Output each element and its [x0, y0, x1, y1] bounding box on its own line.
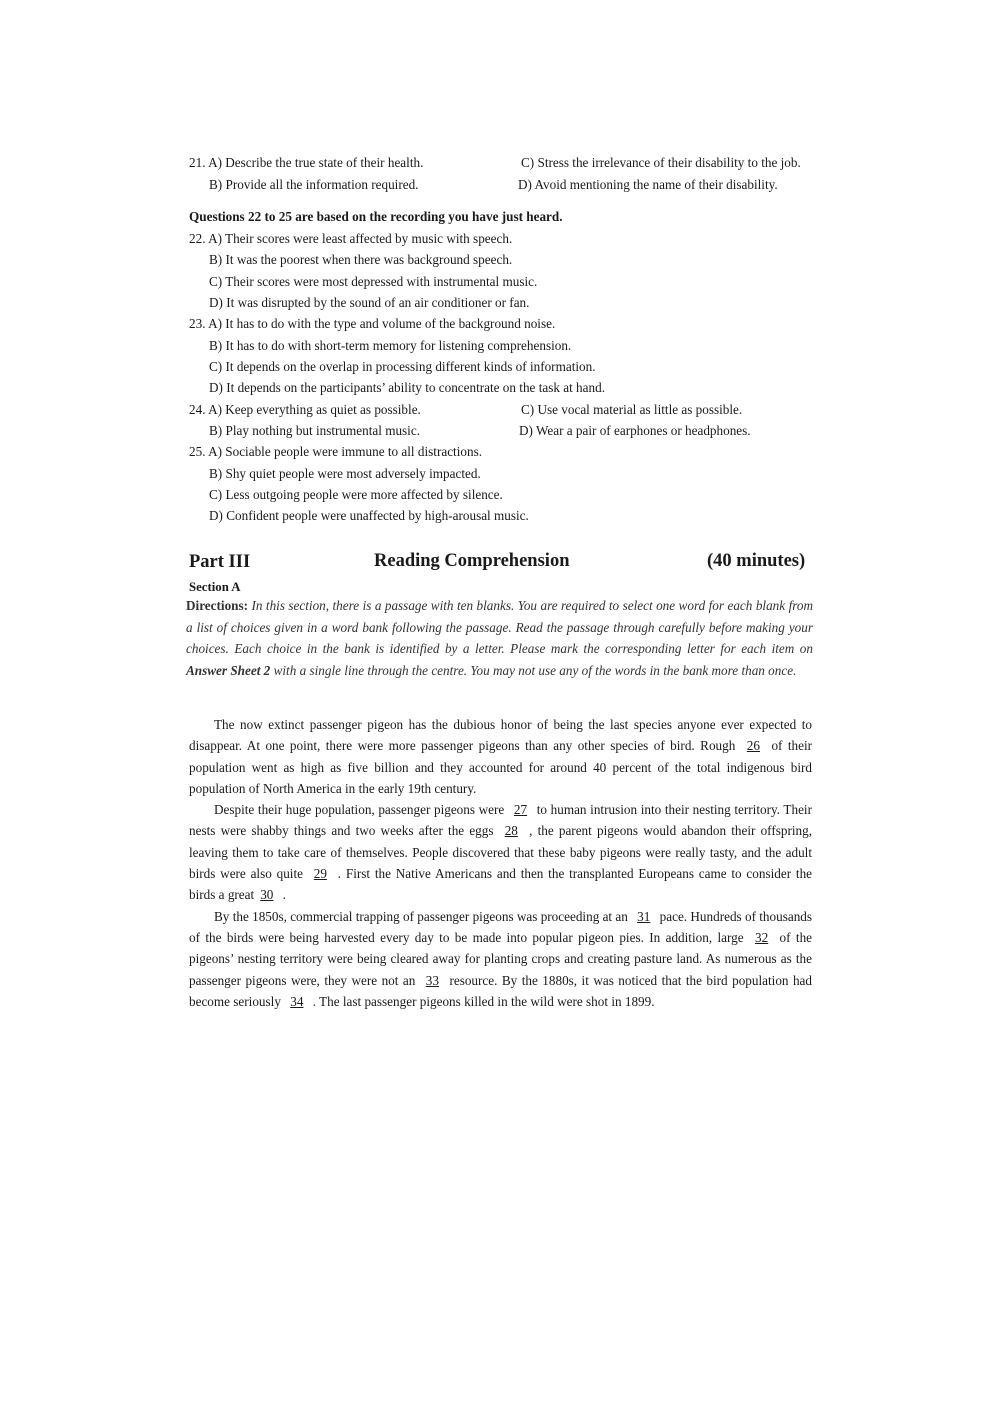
question-number: 23.	[189, 316, 206, 331]
blank-32: 32	[754, 929, 769, 945]
answer-sheet-ref: Answer Sheet 2	[186, 663, 271, 679]
passage-text: of the pigeons’ nesting territory were being cleared away for planting crops and creating pasture land. As numerous as the passenger pigeons were, they were not an	[189, 929, 813, 988]
question-number: 24.	[189, 402, 206, 417]
passage-text: pace. Hundreds of thousands of the birds were being harvested every day to be made into popular pigeon pies. In addition, large	[189, 908, 813, 945]
part-title: Reading Comprehension	[374, 551, 570, 571]
option-d: D) Avoid mentioning the name of their disability.	[518, 177, 778, 192]
passage-text: to human intrusion into their nesting territory. Their nests were shabby things and two weeks after the eggs	[189, 802, 812, 839]
blank-34: 34	[290, 993, 304, 1009]
option-a: A) Describe the true state of their health.	[208, 155, 424, 170]
blank-33: 33	[425, 972, 439, 988]
option-c: C) Less outgoing people were more affected by silence.	[209, 487, 503, 502]
option-d: D) Wear a pair of earphones or headphones.	[519, 423, 751, 438]
blank-28: 28	[504, 823, 518, 839]
passage-paragraph-1	[189, 714, 812, 799]
option-d: D) It depends on the participants’ ability to concentrate on the task at hand.	[209, 380, 605, 395]
passage-text: of their population went as high as five billion and they accounted for around 40 percent of the total indigenous bird population of North America in the early 19th century.	[189, 738, 813, 796]
option-a: A) Sociable people were immune to all distractions.	[208, 444, 482, 459]
part-time: (40 minutes)	[707, 551, 806, 571]
blank-29: 29	[313, 866, 327, 882]
option-b: B) It has to do with short-term memory for listening comprehension.	[209, 338, 572, 353]
question-number: 21.	[189, 155, 206, 170]
blank-26: 26	[746, 738, 760, 754]
directions-text-1: In this section, there is a passage with ten blanks. You are required to select one word for each blank from a list of choices given in a word bank following the passage. Read the passage through carefully before making your choices. Each choice in the bank is identified by a letter. Please mark the corresponding letter for each item on	[186, 598, 813, 657]
option-b: B) It was the poorest when there was background speech.	[209, 252, 513, 267]
option-b: B) Shy quiet people were most adversely impacted.	[209, 466, 481, 481]
question-22-option-a	[189, 231, 512, 247]
option-a: A) It has to do with the type and volume of the background noise.	[208, 316, 556, 331]
passage-text: .	[282, 887, 286, 903]
question-number: 25.	[189, 444, 206, 459]
passage-paragraph-2	[189, 799, 812, 905]
option-d: D) Confident people were unaffected by high-arousal music.	[209, 508, 529, 523]
option-d: D) It was disrupted by the sound of an air conditioner or fan.	[209, 295, 530, 310]
question-21-row-1	[189, 155, 423, 171]
option-b: B) Provide all the information required.	[209, 177, 419, 192]
passage-text: . The last passenger pigeons killed in the wild were shot in 1899.	[312, 993, 655, 1009]
blank-30: 30	[260, 887, 274, 903]
option-c: C) Stress the irrelevance of their disability to the job.	[521, 155, 801, 170]
passage-text: . First the Native Americans and then the transplanted Europeans came to consider the birds a great	[189, 866, 813, 903]
passage-text: The now extinct passenger pigeon has the dubious honor of being the last species anyone ever expected to disappear. At one point, there were more passenger pigeons than any other species of bird. Rough	[189, 717, 812, 754]
passage-paragraph-3	[189, 906, 812, 1012]
option-a: A) Their scores were least affected by music with speech.	[208, 231, 513, 246]
option-c: C) Their scores were most depressed with instrumental music.	[209, 274, 538, 289]
passage-text: , the parent pigeons would abandon their offspring, leaving them to take care of themselves. People discovered that these baby pigeons were really tasty, and the adult birds were also quite	[189, 823, 812, 882]
passage-text: Despite their huge population, passenger pigeons were	[214, 802, 505, 818]
question-25-option-a	[189, 444, 482, 460]
option-a: A) Keep everything as quiet as possible.	[208, 402, 421, 417]
blank-27: 27	[513, 802, 528, 818]
directions-label: Directions:	[186, 598, 249, 613]
question-23-option-a	[189, 316, 555, 332]
questions-group-heading: Questions 22 to 25 are based on the recording you have just heard.	[189, 209, 563, 224]
passage	[189, 714, 812, 1012]
question-number: 22.	[189, 231, 206, 246]
directions	[186, 595, 813, 682]
passage-text: By the 1850s, commercial trapping of passenger pigeons was proceeding at an	[214, 908, 628, 924]
option-b: B) Play nothing but instrumental music.	[209, 423, 420, 438]
part-label: Part III	[189, 552, 251, 572]
passage-text: resource. By the 1880s, it was noticed that the bird population had become seriously	[189, 972, 813, 1009]
option-c: C) It depends on the overlap in processing different kinds of information.	[209, 359, 596, 374]
blank-31: 31	[637, 908, 651, 924]
section-label: Section A	[189, 580, 241, 594]
question-24-row-1	[189, 402, 421, 418]
option-c: C) Use vocal material as little as possible.	[521, 402, 743, 417]
directions-text-2: with a single line through the centre. You may not use any of the words in the bank more than once.	[273, 663, 797, 679]
